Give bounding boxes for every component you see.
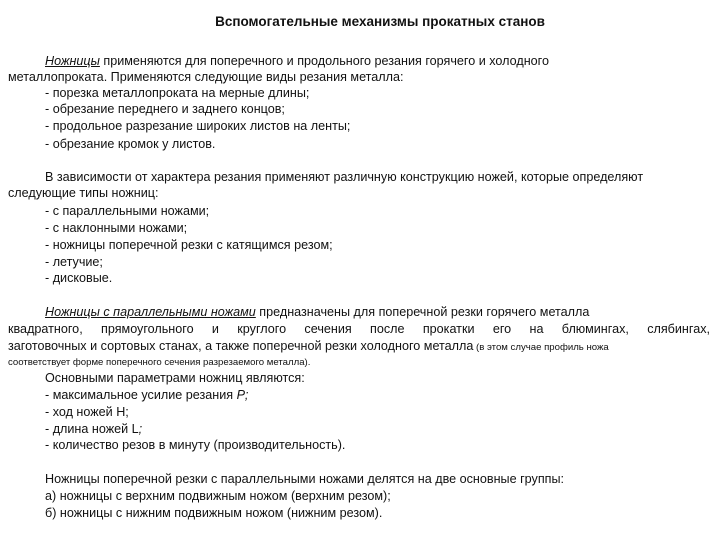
intro-line-1	[45, 53, 549, 69]
parallel-line-3	[8, 338, 710, 354]
types-item: - летучие;	[45, 255, 103, 269]
params-item-stroke: - ход ножей Н;	[45, 405, 129, 419]
params-item-rate: - количество резов в минуту (производительность).	[45, 438, 346, 452]
parallel-line-4-note: соответствует форме поперечного сечения разрезаемого металла).	[8, 357, 311, 368]
types-item: - с наклонными ножами;	[45, 221, 188, 235]
groups-line-1: Ножницы поперечной резки с параллельными ножами делятся на две основные группы:	[45, 472, 565, 486]
parallel-line-2: квадратного, прямоугольного и круглого сечения после прокатки его на блюмингах, слябингах,	[8, 322, 710, 336]
page-title: Вспомогательные механизмы прокатных станов	[215, 14, 545, 29]
params-item-length	[45, 421, 142, 437]
parallel-line-3-text: заготовочных и сортовых станах, а также поперечной резки холодного металла	[8, 339, 474, 353]
groups-item: б) ножницы с нижним подвижным ножом (нижним резом).	[45, 506, 383, 520]
parallel-line-1-rest: предназначены для поперечной резки горячего металла	[255, 305, 590, 319]
params-heading: Основными параметрами ножниц являются:	[45, 371, 305, 385]
intro-item: - обрезание кромок у листов.	[45, 137, 216, 151]
params-item-force-text: - максимальное усилие резания	[45, 388, 237, 402]
types-item: - дисковые.	[45, 271, 113, 285]
params-item-length-text: - длина ножей L	[45, 422, 139, 436]
types-item: - с параллельными ножами;	[45, 204, 210, 218]
params-item-length-symbol: ;	[138, 422, 143, 436]
params-item-force-symbol: Р;	[236, 388, 249, 402]
parallel-line-3-note: (в этом случае профиль ножа	[473, 342, 609, 353]
intro-line-1-rest: применяются для поперечного и продольного резания горячего и холодного	[99, 54, 550, 68]
intro-line-2: металлопроката. Применяются следующие виды резания металла:	[8, 70, 404, 84]
intro-item: - порезка металлопроката на мерные длины;	[45, 86, 310, 100]
types-line-1: В зависимости от характера резания применяют различную конструкцию ножей, которые определяют	[45, 170, 644, 184]
intro-item: - обрезание переднего и заднего концов;	[45, 102, 285, 116]
intro-item: - продольное разрезание широких листов на ленты;	[45, 119, 351, 133]
parallel-line-1	[45, 304, 589, 320]
types-line-2: следующие типы ножниц:	[8, 186, 159, 200]
params-item-force	[45, 387, 248, 403]
parallel-term: Ножницы с параллельными ножами	[45, 305, 256, 319]
intro-term: Ножницы	[45, 54, 100, 68]
types-item: - ножницы поперечной резки с катящимся резом;	[45, 238, 333, 252]
groups-item: а) ножницы с верхним подвижным ножом (верхним резом);	[45, 489, 391, 503]
